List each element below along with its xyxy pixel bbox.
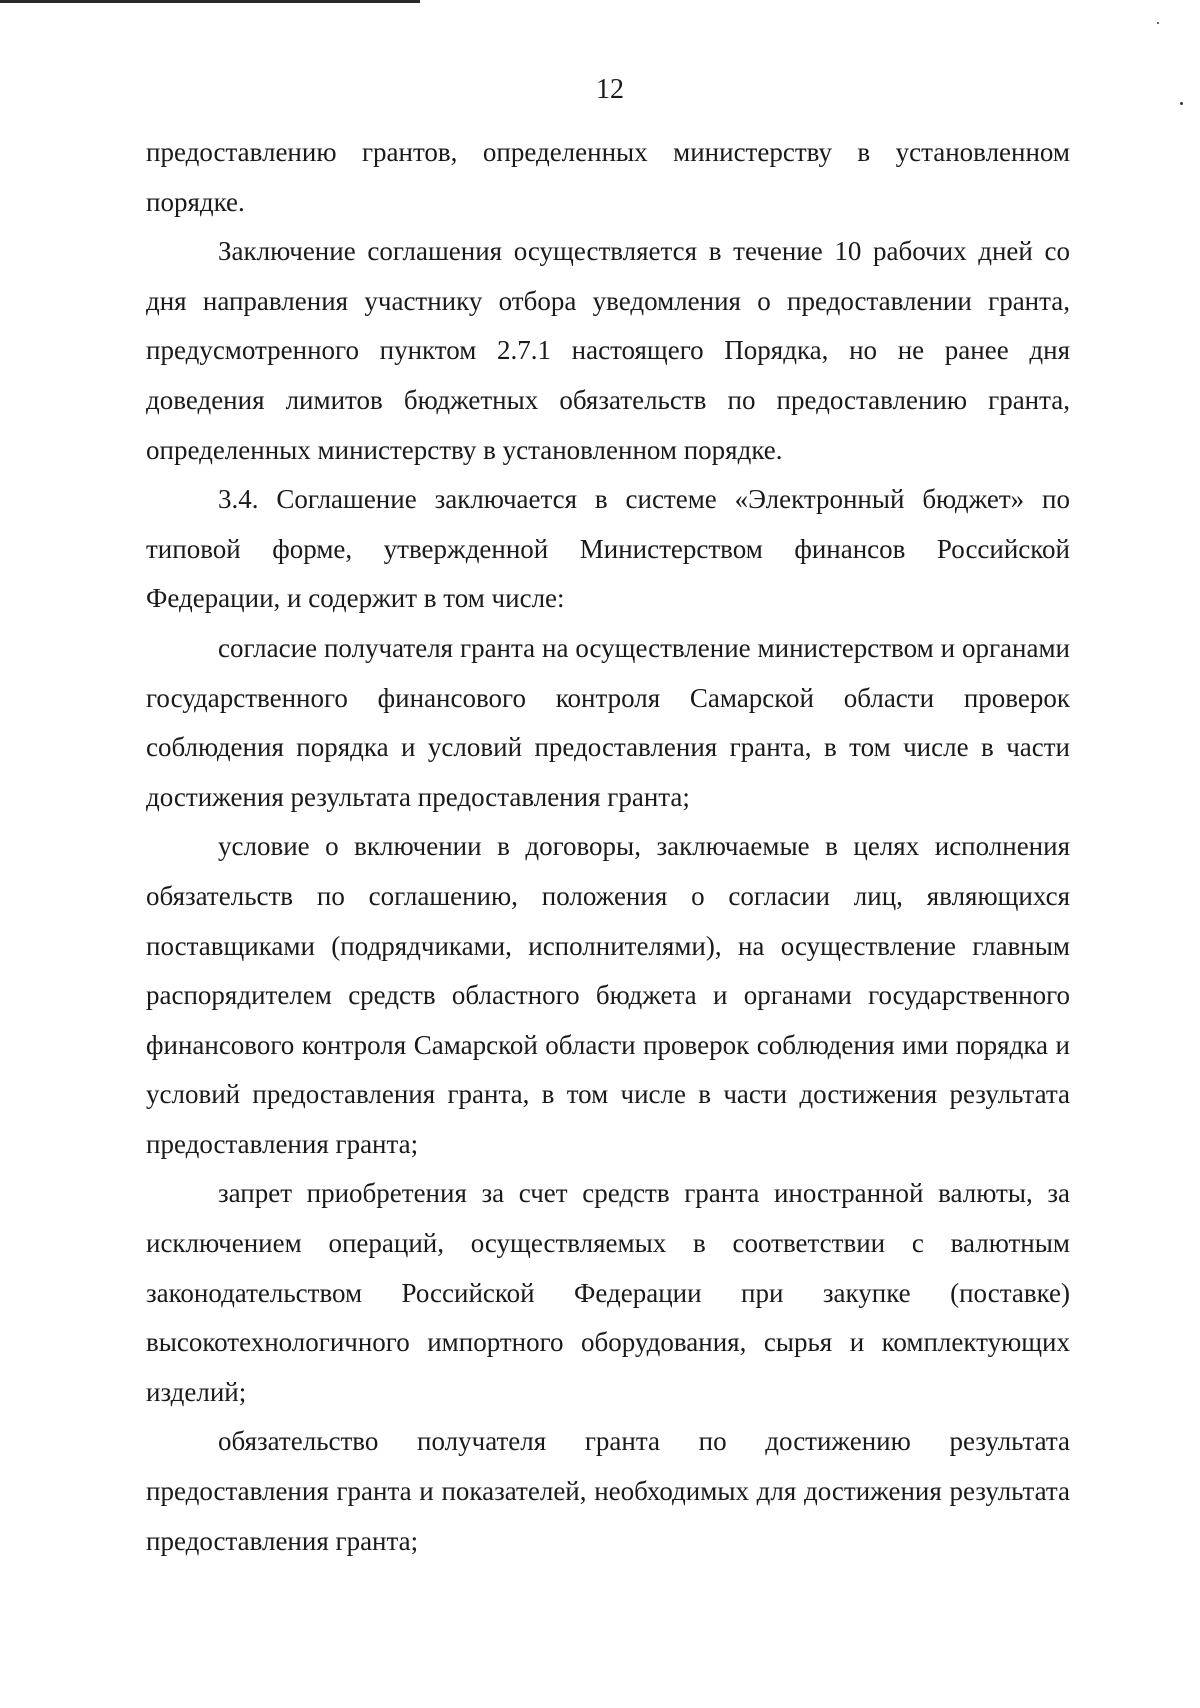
paragraph-contract-condition: условие о включении в договоры, заключаемые в целях исполнения обязательств по соглашению, положения о согласии лиц, являющихся поставщиками (подрядчиками, исполнителями), на осуществление главным распорядителем средств областного бюджета и органами государственного финансового контроля Самарской области проверок соблюдения ими порядка и условий предоставления гранта, в том числе в части достижения результата предоставления гранта; bbox=[146, 831, 1070, 1159]
paragraph-agreement-term: Заключение соглашения осуществляется в течение 10 рабочих дней со дня направления участнику отбора уведомления о предоставлении гранта, предусмотренного пунктом 2.7.1 настоящего Порядка, но не ранее дня доведения лимитов бюджетных обязательств по предоставлению гранта, определенных министерству в установленном порядке. bbox=[146, 236, 1070, 465]
paragraph-currency-prohibition: запрет приобретения за счет средств гранта иностранной валюты, за исключением операций, осуществляемых в соответствии с валютным законодательством Российской Федерации при закупке (поставке) высокотехнологичного импортного оборудования, сырья и комплектующих изделий; bbox=[146, 1178, 1070, 1407]
paragraph-continuation: предоставлению грантов, определенных министерству в установленном порядке. bbox=[146, 137, 1070, 217]
document-body bbox=[146, 128, 1070, 1566]
paragraph-result-obligation: обязательство получателя гранта по достижению результата предоставления гранта и показателей, необходимых для достижения результата предоставления гранта; bbox=[146, 1426, 1070, 1556]
scan-speck bbox=[1180, 102, 1183, 105]
page-number: 12 bbox=[596, 74, 624, 105]
paragraph-clause-3-4: 3.4. Соглашение заключается в системе «Электронный бюджет» по типовой форме, утвержденной Министерством финансов Российской Федерации, и содержит в том числе: bbox=[146, 484, 1070, 614]
paragraph-consent-inspections: согласие получателя гранта на осуществление министерством и органами государственного финансового контроля Самарской области проверок соблюдения порядка и условий предоставления гранта, в том числе в части достижения результата предоставления гранта; bbox=[146, 632, 1070, 812]
scan-speck bbox=[1157, 22, 1159, 24]
scan-edge-line bbox=[0, 0, 420, 3]
